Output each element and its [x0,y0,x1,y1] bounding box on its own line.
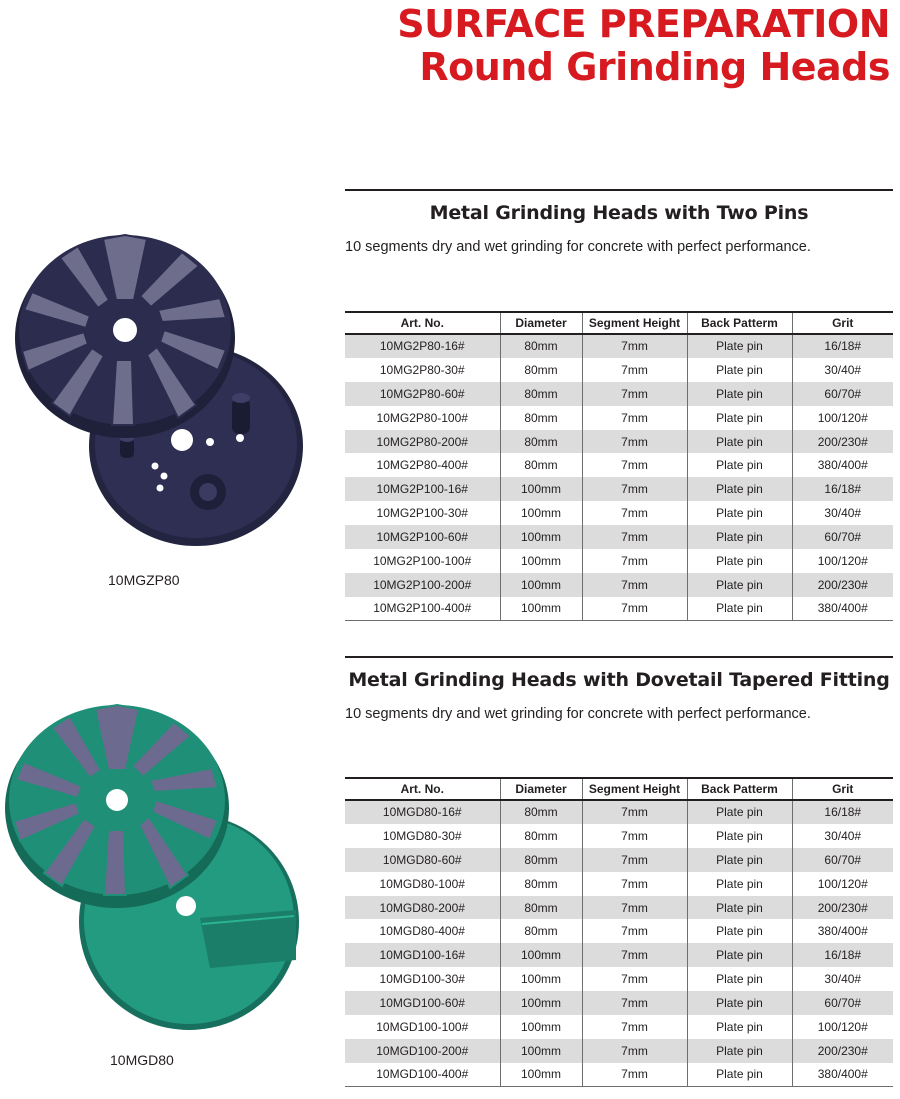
cell-art-no: 10MGD80-60# [345,848,500,872]
col-diameter: Diameter [500,778,582,800]
cell-segment-height: 7mm [582,967,687,991]
cell-grit: 30/40# [792,358,893,382]
section-rule [345,656,893,658]
cell-diameter: 100mm [500,1039,582,1063]
cell-back-pattern: Plate pin [687,334,792,358]
cell-segment-height: 7mm [582,573,687,597]
cell-diameter: 100mm [500,597,582,621]
cell-diameter: 80mm [500,800,582,824]
cell-segment-height: 7mm [582,943,687,967]
cell-grit: 100/120# [792,549,893,573]
cell-diameter: 80mm [500,848,582,872]
cell-grit: 60/70# [792,848,893,872]
cell-art-no: 10MGD80-16# [345,800,500,824]
cell-grit: 380/400# [792,453,893,477]
table-header-row [345,778,893,800]
table-row [345,1063,893,1087]
cell-grit: 200/230# [792,896,893,920]
cell-segment-height: 7mm [582,334,687,358]
cell-back-pattern: Plate pin [687,430,792,454]
cell-segment-height: 7mm [582,477,687,501]
table-row [345,597,893,621]
dovetail-spec-table [345,777,893,1087]
cell-back-pattern: Plate pin [687,525,792,549]
section-rule [345,189,893,191]
cell-art-no: 10MG2P100-30# [376,506,468,521]
cell-segment-height: 7mm [582,453,687,477]
section-description: 10 segments dry and wet grinding for concrete with perfect performance. [345,706,811,722]
table-row [345,943,893,967]
cell-back-pattern: Plate pin [687,991,792,1015]
cell-back-pattern: Plate pin [687,967,792,991]
cell-diameter: 80mm [500,453,582,477]
two-pins-spec-table [345,311,893,621]
cell-segment-height: 7mm [582,848,687,872]
cell-segment-height: 7mm [582,382,687,406]
cell-back-pattern: Plate pin [687,848,792,872]
cell-art-no: 10MG2P100-100# [373,553,472,568]
table-row [345,919,893,943]
front-head-segments [5,705,229,908]
cell-segment-height: 7mm [582,824,687,848]
cell-grit: 30/40# [792,824,893,848]
cell-diameter: 80mm [500,896,582,920]
table-row [345,525,893,549]
cell-diameter: 80mm [500,919,582,943]
dovetail-section [345,656,893,722]
table-header-row [345,312,893,334]
cell-segment-height: 7mm [582,919,687,943]
col-grit: Grit [792,778,893,800]
table-row [345,800,893,824]
cell-back-pattern: Plate pin [687,573,792,597]
table-row [345,501,893,525]
header-title-line1: SURFACE PREPARATION [397,2,890,46]
cell-diameter: 100mm [500,967,582,991]
cell-grit: 16/18# [792,334,893,358]
table-row [345,453,893,477]
cell-art-no: 10MGD100-200# [345,1039,500,1063]
cell-art-no: 10MG2P80-60# [345,382,500,406]
table-row [345,991,893,1015]
cell-grit: 380/400# [792,919,893,943]
table-row [345,334,893,358]
front-head-segments [15,235,235,438]
cell-art-no: 10MGD80-30# [382,828,462,843]
cell-art-no: 10MGD80-200# [345,896,500,920]
cell-back-pattern: Plate pin [687,358,792,382]
table-row [345,549,893,573]
table-row [345,358,893,382]
cell-grit: 30/40# [792,967,893,991]
cell-diameter: 100mm [500,477,582,501]
cell-grit: 100/120# [792,406,893,430]
two-pins-section [345,189,893,255]
cell-art-no: 10MG2P80-100# [376,410,468,425]
col-diameter: Diameter [500,312,582,334]
cell-segment-height: 7mm [582,597,687,621]
table-row [345,477,893,501]
col-segment-height: Segment Height [582,312,687,334]
cell-back-pattern: Plate pin [687,896,792,920]
two-pin-grinding-head-image [12,230,312,560]
cell-grit: 100/120# [792,1015,893,1039]
cell-back-pattern: Plate pin [687,824,792,848]
cell-art-no: 10MG2P100-400# [345,597,500,621]
cell-grit: 200/230# [792,1039,893,1063]
cell-art-no: 10MGD100-16# [345,943,500,967]
cell-grit: 60/70# [792,382,893,406]
cell-art-no: 10MG2P100-60# [345,525,500,549]
cell-back-pattern: Plate pin [687,1015,792,1039]
cell-art-no: 10MGD100-400# [345,1063,500,1087]
cell-diameter: 100mm [500,573,582,597]
cell-grit: 16/18# [792,477,893,501]
cell-segment-height: 7mm [582,872,687,896]
col-back-pattern: Back Patterm [687,778,792,800]
cell-diameter: 100mm [500,943,582,967]
cell-diameter: 80mm [500,334,582,358]
page-header [397,4,890,90]
col-art-no: Art. No. [345,778,500,800]
table-row [345,824,893,848]
table-row [345,430,893,454]
table-row [345,573,893,597]
cell-art-no: 10MGD100-100# [376,1019,469,1034]
cell-segment-height: 7mm [582,358,687,382]
cell-diameter: 80mm [500,824,582,848]
dovetail-product-caption: 10MGD80 [110,1052,174,1068]
cell-art-no: 10MGD80-400# [379,924,465,939]
cell-grit: 380/400# [792,597,893,621]
cell-back-pattern: Plate pin [687,382,792,406]
section-title: Metal Grinding Heads with Two Pins [429,202,809,224]
cell-art-no: 10MG2P80-16# [345,334,500,358]
cell-grit: 16/18# [792,800,893,824]
cell-segment-height: 7mm [582,549,687,573]
cell-diameter: 100mm [500,1015,582,1039]
cell-diameter: 100mm [500,991,582,1015]
cell-art-no: 10MGD80-100# [379,876,465,891]
cell-back-pattern: Plate pin [687,919,792,943]
cell-segment-height: 7mm [582,525,687,549]
col-back-pattern: Back Patterm [687,312,792,334]
cell-art-no: 10MG2P80-400# [376,458,468,473]
cell-art-no: 10MG2P100-200# [345,573,500,597]
cell-segment-height: 7mm [582,991,687,1015]
col-grit: Grit [792,312,893,334]
cell-back-pattern: Plate pin [687,800,792,824]
cell-segment-height: 7mm [582,896,687,920]
cell-back-pattern: Plate pin [687,872,792,896]
cell-diameter: 80mm [500,382,582,406]
cell-segment-height: 7mm [582,1039,687,1063]
cell-art-no: 10MG2P80-30# [379,362,465,377]
cell-grit: 60/70# [792,991,893,1015]
cell-grit: 200/230# [792,573,893,597]
cell-art-no: 10MGD100-30# [379,972,465,987]
table-row [345,872,893,896]
section-title: Metal Grinding Heads with Dovetail Tapered Fitting [348,669,890,691]
cell-back-pattern: Plate pin [687,549,792,573]
cell-grit: 100/120# [792,872,893,896]
cell-back-pattern: Plate pin [687,453,792,477]
col-art-no: Art. No. [345,312,500,334]
cell-diameter: 100mm [500,1063,582,1087]
table-row [345,406,893,430]
cell-back-pattern: Plate pin [687,1063,792,1087]
cell-segment-height: 7mm [582,1063,687,1087]
cell-diameter: 100mm [500,525,582,549]
cell-grit: 30/40# [792,501,893,525]
cell-grit: 60/70# [792,525,893,549]
cell-diameter: 100mm [500,501,582,525]
table-row [345,967,893,991]
dovetail-grinding-head-image [4,700,304,1040]
cell-back-pattern: Plate pin [687,406,792,430]
header-title-line2: Round Grinding Heads [419,45,890,89]
cell-segment-height: 7mm [582,1015,687,1039]
two-pin-product-caption: 10MGZP80 [108,572,180,588]
cell-grit: 200/230# [792,430,893,454]
table-row [345,848,893,872]
cell-back-pattern: Plate pin [687,597,792,621]
cell-segment-height: 7mm [582,800,687,824]
cell-grit: 380/400# [792,1063,893,1087]
cell-diameter: 80mm [500,406,582,430]
col-segment-height: Segment Height [582,778,687,800]
cell-diameter: 100mm [500,549,582,573]
cell-diameter: 80mm [500,872,582,896]
cell-back-pattern: Plate pin [687,501,792,525]
cell-diameter: 80mm [500,430,582,454]
cell-art-no: 10MG2P100-16# [345,477,500,501]
cell-art-no: 10MGD100-60# [345,991,500,1015]
cell-grit: 16/18# [792,943,893,967]
cell-back-pattern: Plate pin [687,477,792,501]
table-row [345,896,893,920]
cell-diameter: 80mm [500,358,582,382]
table-row [345,1039,893,1063]
cell-segment-height: 7mm [582,406,687,430]
cell-segment-height: 7mm [582,430,687,454]
cell-segment-height: 7mm [582,501,687,525]
cell-art-no: 10MG2P80-200# [345,430,500,454]
table-row [345,382,893,406]
cell-back-pattern: Plate pin [687,1039,792,1063]
cell-back-pattern: Plate pin [687,943,792,967]
table-row [345,1015,893,1039]
section-description: 10 segments dry and wet grinding for concrete with perfect performance. [345,239,811,255]
